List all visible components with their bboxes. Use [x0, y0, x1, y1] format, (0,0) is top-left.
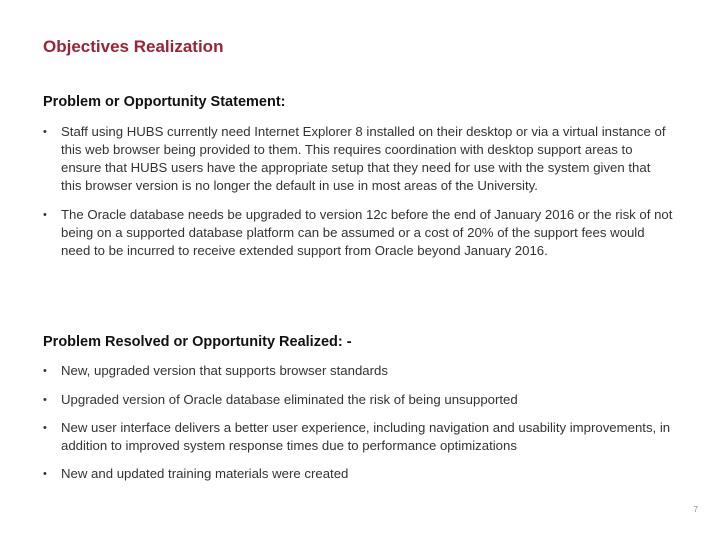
bullet-icon: • — [43, 126, 47, 138]
bullet-icon: • — [43, 468, 47, 480]
bullet-icon: • — [43, 365, 47, 377]
bullet-icon: • — [43, 394, 47, 406]
list-item-text: The Oracle database needs be upgraded to version 12c before the end of January 2016 or the risk of not being on a supported database platform can be assumed or a cost of 20% of the support fees would need to be incurred to receive extended support from Oracle beyond January 2016. — [61, 207, 673, 258]
list-item-text: New, upgraded version that supports browser standards — [61, 363, 388, 378]
list-item — [43, 419, 673, 455]
list-item-text: Upgraded version of Oracle database eliminated the risk of being unsupported — [61, 392, 518, 407]
list-item-text: New and updated training materials were created — [61, 466, 349, 481]
list-item — [43, 391, 673, 409]
bullet-icon: • — [43, 422, 47, 434]
page-number: 7 — [693, 505, 698, 514]
list-item — [43, 465, 673, 483]
problem-resolved-list — [43, 362, 673, 483]
bullet-icon: • — [43, 209, 47, 221]
list-item-text: New user interface delivers a better user experience, including navigation and usability improvements, in addition to improved system response times due to performance optimizations — [61, 420, 671, 453]
problem-statement-heading: Problem or Opportunity Statement: — [43, 94, 286, 110]
list-item — [43, 123, 673, 195]
slide-title: Objectives Realization — [43, 37, 224, 56]
list-item — [43, 362, 673, 380]
list-item-text: Staff using HUBS currently need Internet Explorer 8 installed on their desktop or via a virtual instance of this web browser being provided to them. This requires coordination with desktop support areas to ensure that HUBS users have the appropriate setup that they need for use with the system given that this browser version is no longer the default in use in most areas of the University. — [61, 124, 666, 193]
problem-statement-list — [43, 123, 673, 260]
problem-resolved-heading: Problem Resolved or Opportunity Realized: - — [43, 334, 352, 350]
list-item — [43, 206, 673, 260]
